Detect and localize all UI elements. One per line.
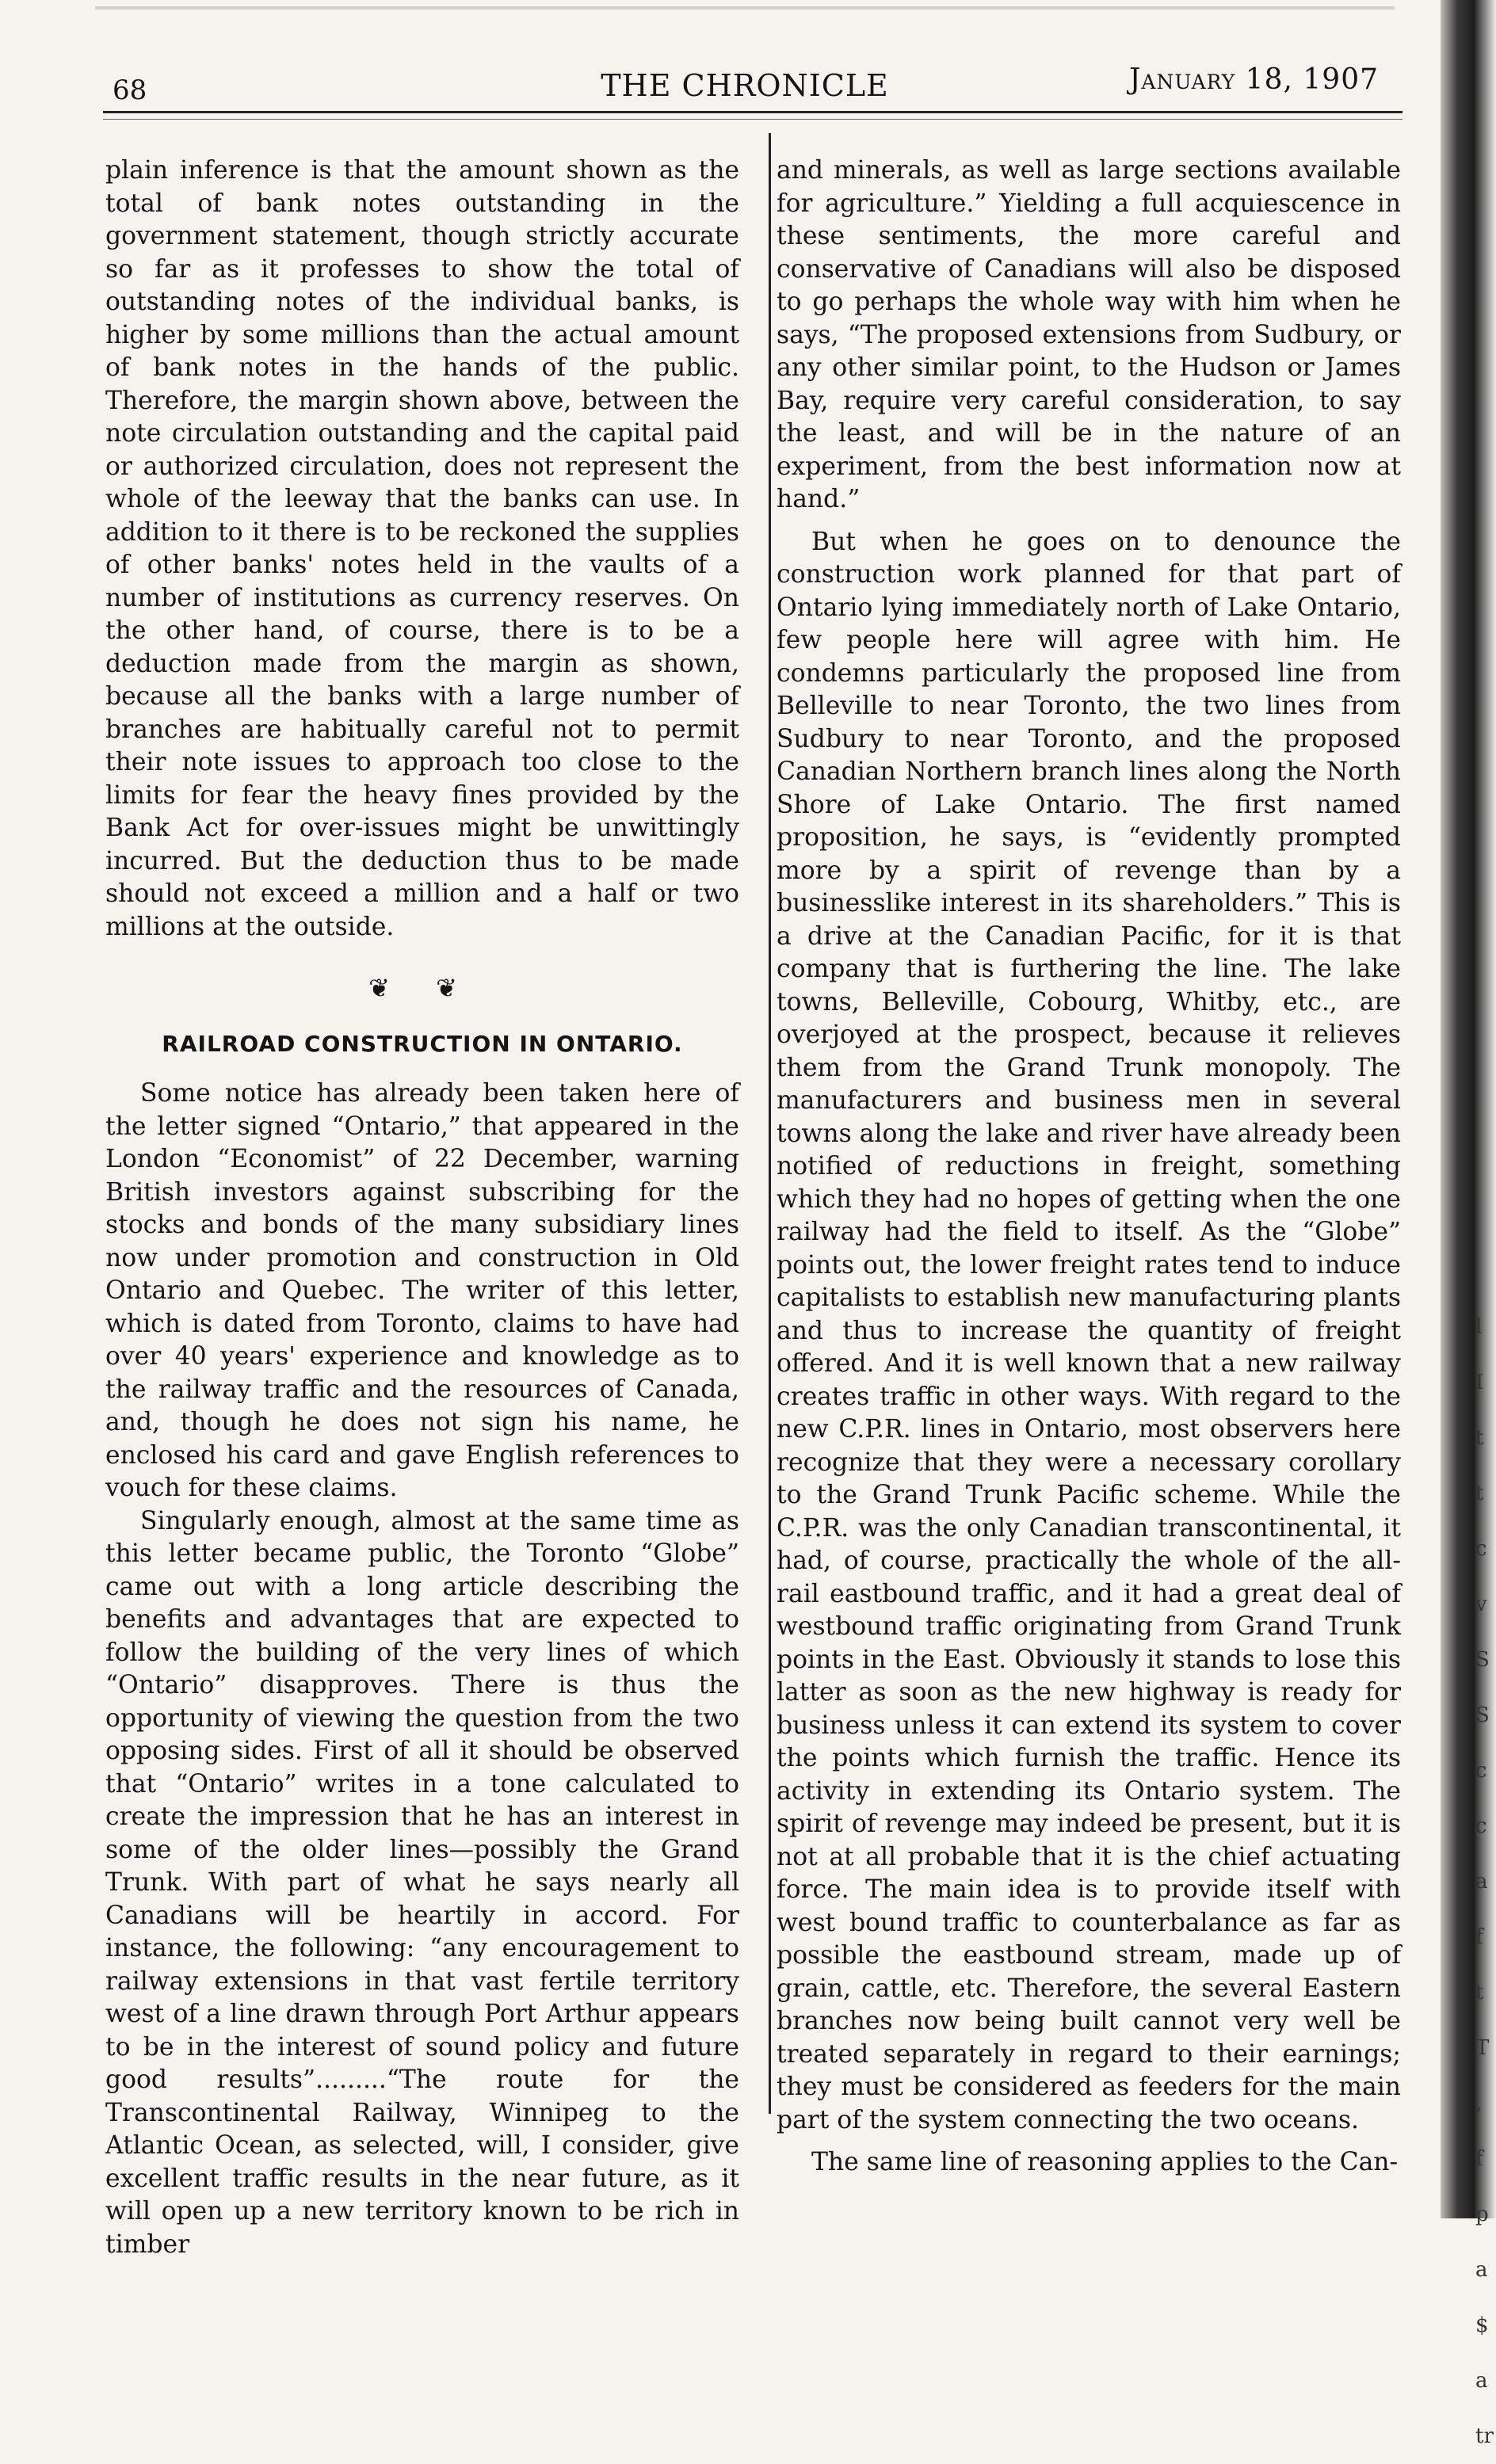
column-divider	[769, 133, 771, 2114]
edge-char: T	[1475, 2036, 1490, 2060]
edge-char: tr	[1475, 2424, 1494, 2448]
adjacent-page-fragment	[1475, 1299, 1494, 2464]
edge-char: t	[1475, 1482, 1484, 1505]
edge-char: ,	[1475, 2092, 1483, 2115]
scan-top-edge	[95, 6, 1395, 10]
right-column	[777, 154, 1401, 2180]
edge-char: c	[1475, 1537, 1487, 1561]
continued-paragraph: plain inference is that the amount shown as the total of bank notes outstanding in the government statement, though strictly accurate so far as it professes to show the total of outstanding notes of the individual banks, is higher by some millions than the actual amount of bank notes in the hands of the public. Therefore, the margin shown above, between the note circulation outstanding and the capital paid or authorized circulation, does not represent the whole of the leeway that the banks can use. In addition to it there is to be reckoned the supplies of other banks' notes held in the vaults of a number of institutions as currency reserves. On the other hand, of course, there is to be a deduction made from the margin as shown, because all the banks with a large number of branches are habitually careful not to permit their note issues to approach too close to the limits for fear the heavy fines provided by the Bank Act for over-issues might be unwittingly incurred. But the deduction thus to be made should not exceed a million and a half or two millions at the outside.	[105, 156, 739, 941]
edge-char: a	[1475, 1870, 1488, 1894]
article-paragraph: The same line of reasoning applies to the Can-	[811, 2148, 1399, 2176]
page-number: 68	[113, 74, 147, 106]
article-paragraph: Singularly enough, almost at the same time as this letter became public, the Toronto “Globe” came out with a long article describing the benefits and advantages that are expected to follow the building of the very lines of which “Ontario” disapproves. There is thus the opportunity of viewing the question from the two opposing sides. First of all it should be observed that “Ontario” writes in a tone calculated to create the impression that he has an interest in some of the older lines—possibly the Grand Trunk. With part of what he says nearly all Canadians will be heartily in accord. For instance, the following: “any encouragement to railway extensions in that vast fertile territory west of a line drawn through Port Arthur appears to be in the interest of sound policy and future good results”.........“The route for the Transcontinental Railway, Winnipeg to the Atlantic Ocean, as selected, will, I consider, give excellent traffic results in the near future, as it will open up a new territory known to be rich in timber	[105, 1506, 739, 2259]
article-paragraph: But when he goes on to denounce the construction work planned for that part of Ontario lying immediately north of Lake Ontario, few people here will agree with him. He condemns particularly the proposed line from Belleville to near Toronto, the two lines from Sudbury to near Toronto, and the proposed Canadian Northern branch lines along the North Shore of Lake Ontario. The first named proposition, he says, is “evidently prompted more by a spirit of revenge than by a businesslike interest in its shareholders.” This is a drive at the Canadian Pacific, for it is that company that is furthering the line. The lake towns, Belleville, Cobourg, Whitby, etc., are overjoyed at the prospect, because it relieves them from the Grand Trunk monopoly. The manufacturers and business men in several towns along the lake and river have already been notified of reductions in freight, something which they had no hopes of getting when the one railway had the field to itself. As the “Globe” points out, the lower freight rates tend to induce capitalists to establish new manufacturing plants and thus to increase the quantity of freight offered. And it is well known that a new railway creates traffic in other ways. With regard to the new C.P.R. lines in Ontario, most observers here recognize that they were a necessary corollary to the Grand Trunk Pacific scheme. While the C.P.R. was the only Canadian transcontinental, it had, of course, practically the whole of the all-rail eastbound traffic, and it had a great deal of westbound traffic originating from Grand Trunk points in the East. Obviously it stands to lose this latter as soon as the new highway is ready for business unless it can extend its system to cover the points which furnish the traffic. Hence its activity in extending its Ontario system. The spirit of revenge may indeed be present, but it is not at all probable that it is the chief actuating force. The main idea is to provide itself with west bound traffic to counterbalance as far as possible the eastbound stream, made up of grain, cattle, etc. Therefore, the several Eastern branches now being built cannot very well be treated separately in regard to their earnings; they must be considered as feeders for the main part of the system connecting the two oceans.	[777, 527, 1401, 2134]
edge-char: v	[1475, 1592, 1487, 1616]
edge-char: l	[1475, 1315, 1483, 1339]
header-rule-thin	[103, 119, 1402, 120]
edge-char: $	[1475, 2313, 1489, 2337]
edge-char: t	[1475, 1426, 1484, 1450]
edge-char: S	[1475, 1703, 1490, 1727]
ornament-icon: ❦ ❦	[368, 973, 476, 1003]
header-rule	[103, 111, 1402, 113]
edge-char: S	[1475, 1648, 1490, 1672]
edge-char: a	[1475, 2258, 1488, 2282]
article-paragraph: Some notice has already been taken here of the letter signed “Ontario,” that appeared in the London “Economist” of 22 December, warning British investors against subscribing for the stocks and bonds of the many subsidiary lines now under promotion and construction in Old Ontario and Quebec. The writer of this letter, which is dated from Toronto, claims to have had over 40 years' experience and knowledge as to the railway traffic and the resources of Canada, and, though he does not sign his name, he enclosed his card and gave English references to vouch for these claims.	[105, 1079, 739, 1502]
issue-date: January 18, 1907	[1128, 63, 1379, 96]
publication-title: THE CHRONICLE	[601, 68, 889, 103]
edge-char: p	[1475, 2203, 1489, 2226]
edge-char: a	[1475, 2369, 1488, 2393]
edge-char: c	[1475, 1759, 1487, 1783]
edge-char: I	[1475, 1371, 1484, 1394]
edge-char: f	[1475, 1925, 1483, 1949]
article-heading: RAILROAD CONSTRUCTION IN ONTARIO.	[162, 1030, 683, 1057]
edge-char: t	[1475, 1981, 1484, 2004]
edge-char: c	[1475, 1814, 1487, 1838]
page-header	[103, 63, 1387, 111]
left-column	[105, 154, 739, 2261]
edge-char: f	[1475, 2147, 1483, 2171]
continued-paragraph: and minerals, as well as large sections available for agriculture.” Yielding a full acquiescence in these sentiments, the more careful and conservative of Canadians will also be disposed to go perhaps the whole way with him when he says, “The proposed extensions from Sudbury, or any other similar point, to the Hudson or James Bay, require very careful consideration, to say the least, and will be in the nature of an experiment, from the best information now at hand.”	[777, 156, 1401, 513]
